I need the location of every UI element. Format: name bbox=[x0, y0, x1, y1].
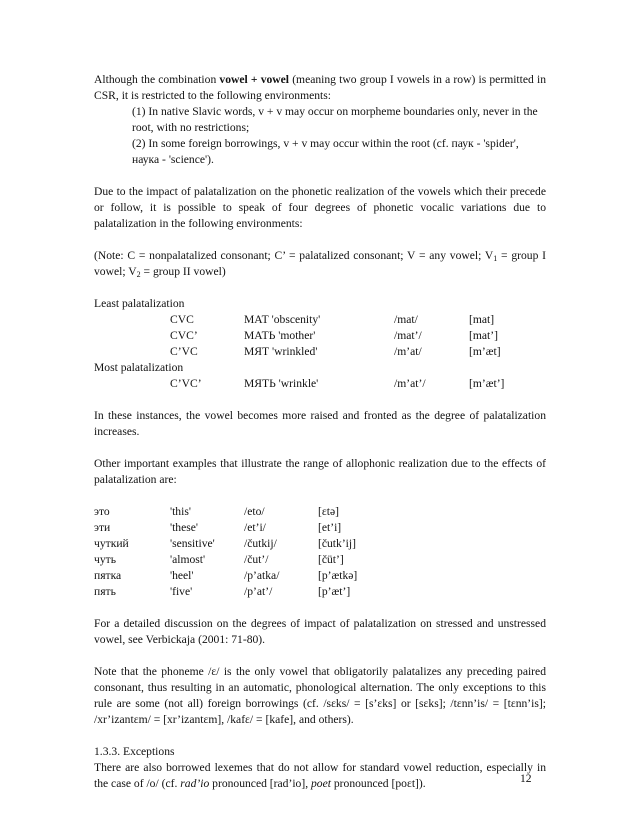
cell-phonetic: [m’æt’] bbox=[469, 377, 505, 390]
table-row bbox=[94, 584, 546, 600]
least-palatalization-label: Least palatalization bbox=[94, 297, 185, 310]
table-row bbox=[94, 536, 546, 552]
cell-word: МАТ 'obscenity' bbox=[244, 313, 321, 326]
text-run: (Note: C = nonpalatalized consonant; C’ = palatalized consonant; V = any vowel; V bbox=[94, 249, 494, 262]
most-label-row bbox=[94, 360, 546, 376]
cell-phonemic: /m’at’/ bbox=[394, 377, 426, 390]
least-label-row bbox=[94, 296, 546, 312]
cell-word: чуть bbox=[94, 553, 116, 566]
page-number: 12 bbox=[520, 772, 532, 785]
paragraph-borrowed-lexemes bbox=[94, 760, 546, 792]
cell-phonetic: [p’ætkə] bbox=[318, 569, 358, 582]
page-body bbox=[94, 72, 546, 792]
cell-phonemic: /et’i/ bbox=[244, 521, 266, 534]
cell-phonetic: [mat’] bbox=[469, 329, 498, 342]
section-heading: 1.3.3. Exceptions bbox=[94, 745, 175, 758]
text-run: pronounced [poɛt]). bbox=[330, 777, 426, 790]
examples-table bbox=[94, 504, 546, 600]
paragraph-note bbox=[94, 248, 546, 280]
table-row bbox=[94, 568, 546, 584]
cell-pattern: C’VC bbox=[170, 345, 198, 358]
cell-pattern: CVC’ bbox=[170, 329, 198, 342]
cell-word: МАТЬ 'mother' bbox=[244, 329, 316, 342]
cell-phonetic: [ɛtə] bbox=[318, 505, 339, 518]
cell-phonetic: [p’æt’] bbox=[318, 585, 351, 598]
cell-phonemic: /p’at’/ bbox=[244, 585, 273, 598]
bold-term: vowel + vowel bbox=[219, 73, 290, 86]
cell-gloss: 'these' bbox=[170, 521, 198, 534]
paragraph-other-examples: Other important examples that illustrate the range of allophonic realization due to the effects of palatalization are: bbox=[94, 457, 546, 486]
paragraph-raised-fronted: In these instances, the vowel becomes more raised and fronted as the degree of palatalization increases. bbox=[94, 409, 546, 438]
italic-term: poet bbox=[311, 777, 331, 790]
paragraph-palatalization-impact: Due to the impact of palatalization on the phonetic realization of the vowels which their precede or follow, it is possible to speak of four degrees of phonetic vocalic variations due to palatalization in the following environments: bbox=[94, 185, 546, 230]
table-row bbox=[94, 344, 546, 360]
cell-word: это bbox=[94, 505, 110, 518]
text-run: Although the combination bbox=[94, 73, 220, 86]
subscript: 2 bbox=[136, 270, 141, 279]
cell-word: пять bbox=[94, 585, 116, 598]
cell-word: эти bbox=[94, 521, 111, 534]
text-run: = group II vowel) bbox=[140, 265, 226, 278]
cell-phonetic: [čutk’ij] bbox=[318, 537, 356, 550]
cell-pattern: CVC bbox=[170, 313, 194, 326]
palatalization-table bbox=[94, 296, 546, 392]
cell-gloss: 'heel' bbox=[170, 569, 194, 582]
cell-phonetic: [et’i] bbox=[318, 521, 342, 534]
cell-phonemic: /mat’/ bbox=[394, 329, 422, 342]
text-run: pronounced [rad’io], bbox=[209, 777, 311, 790]
cell-phonetic: [čüt’] bbox=[318, 553, 344, 566]
paragraph-phoneme-note: Note that the phoneme /ɛ/ is the only vowel that obligatorily palatalizes any preceding paired consonant, thus resulting in an automatic, phonological alternation. The only exceptions to this rule are some (not all) foreign borrowings (cf. /sɛks/ = [s’ɛks] or [sɛks]; /tɛnn’is/ = [tɛnn’is]; /xr’izantɛm/ = [xr’izantɛm], /kafɛ/ = [kafe], and others). bbox=[94, 665, 546, 726]
table-row bbox=[94, 504, 546, 520]
list-item-2: (2) In some foreign borrowings, v + v may occur within the root (cf. паук - 'spider', наука - 'science'). bbox=[132, 137, 519, 166]
list-item-1: (1) In native Slavic words, v + v may occur on morpheme boundaries only, never in the root, with no restrictions; bbox=[132, 105, 538, 134]
cell-phonemic: /m’at/ bbox=[394, 345, 422, 358]
cell-gloss: 'five' bbox=[170, 585, 193, 598]
table-row bbox=[94, 376, 546, 392]
italic-term: rad’io bbox=[180, 777, 210, 790]
cell-gloss: 'sensitive' bbox=[170, 537, 215, 550]
text-run: = group I vowel; V bbox=[94, 249, 546, 278]
cell-gloss: 'this' bbox=[170, 505, 191, 518]
cell-phonetic: [m’æt] bbox=[469, 345, 501, 358]
cell-word: МЯТ 'wrinkled' bbox=[244, 345, 318, 358]
subscript: 1 bbox=[493, 254, 498, 263]
cell-gloss: 'almost' bbox=[170, 553, 206, 566]
cell-phonemic: /p’atka/ bbox=[244, 569, 280, 582]
cell-phonemic: /eto/ bbox=[244, 505, 265, 518]
text-run: There are also borrowed lexemes that do not allow for standard vowel reduction, especially in the case of /o/ (cf. bbox=[94, 761, 546, 790]
cell-phonemic: /mat/ bbox=[394, 313, 418, 326]
cell-word: МЯТЬ 'wrinkle' bbox=[244, 377, 319, 390]
paragraph-vowel-combination bbox=[94, 72, 546, 104]
table-row bbox=[94, 328, 546, 344]
table-row bbox=[94, 520, 546, 536]
cell-pattern: C’VC’ bbox=[170, 377, 202, 390]
cell-word: пятка bbox=[94, 569, 122, 582]
cell-phonemic: /čut’/ bbox=[244, 553, 269, 566]
most-palatalization-label: Most palatalization bbox=[94, 361, 184, 374]
cell-word: чуткий bbox=[94, 537, 129, 550]
cell-phonetic: [mat] bbox=[469, 313, 495, 326]
table-row bbox=[94, 552, 546, 568]
text-run: (meaning two group I vowels in a row) is permitted in CSR, it is restricted to the following environments: bbox=[94, 73, 546, 102]
cell-phonemic: /čutkij/ bbox=[244, 537, 277, 550]
paragraph-verbickaja-reference: For a detailed discussion on the degrees of impact of palatalization on stressed and unstressed vowel, see Verbickaja (2001: 71-80). bbox=[94, 617, 546, 646]
table-row bbox=[94, 312, 546, 328]
